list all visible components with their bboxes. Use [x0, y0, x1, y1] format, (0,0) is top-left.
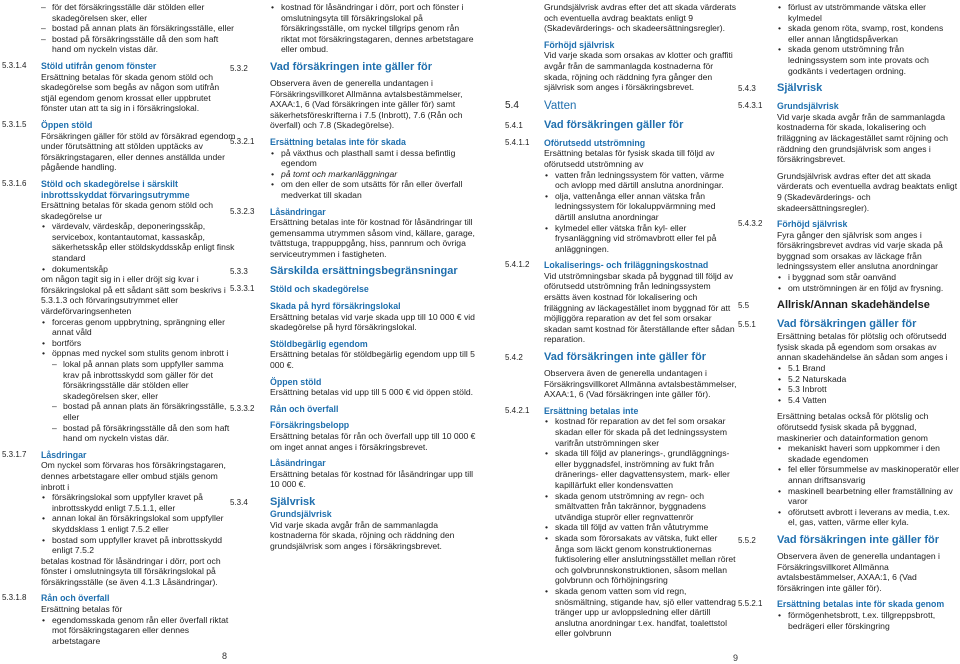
list-item: • kostnad för låsändringar i dörr, port och fönster i omslutningsyta till försäkringslokal på försäkringsställe, om nyckel tillgrips genom rån riktat mot försäkringstagaren, dennes arbetstagare eller ombud. — [270, 2, 478, 55]
section-body: Ersättning betalas också för plötslig och oförutsedd fysisk skada på byggnad, maskinerier och datainformation genom — [777, 411, 929, 443]
section-5-3-2-1 — [230, 137, 478, 201]
section-number: 5.3.2.3 — [230, 206, 255, 216]
section-title: Stöld och skadegörelse — [270, 284, 369, 295]
section-number: 5.3.4 — [230, 497, 248, 507]
list-item: • om utströmningen är en följd av frysning. — [777, 283, 960, 294]
section-body-after: betalas kostnad för låsändringar i dörr, port och fönster i omslutningsyta till försäkringslokal på försäkringsställe (se även 4.1.3 Låsändringar). — [41, 555, 221, 587]
section-body: Vid varje skada avgår från de sammanlagda kostnaderna för skada, röjning och räddning den grundsjälvrisk som anges i försäkringsbrevet. — [270, 519, 455, 551]
section-number: 5.3.1.8 — [2, 593, 27, 603]
list-item: • kylmedel eller vätska från kyl- eller frysanläggning vid strömavbrott eller fel på anläggningen. — [544, 223, 737, 255]
section-body: Observera även de generella undantagen i Försäkringsvillkoret Allmänna avtalsbestämmelser, AXAA:1, 6 (Vad försäkringen inte gäller för). — [544, 368, 737, 400]
section-5-5-2 — [738, 534, 960, 593]
subsection-title: Stöldbegärlig egendom — [270, 338, 368, 349]
section-5-4-1 — [505, 119, 737, 132]
list — [777, 610, 960, 631]
subsection-title: Grundsjälvrisk — [270, 508, 332, 519]
list-item: • annan lokal än försäkringslokal som uppfyller skyddsklass 1 enligt 7.5.2 eller — [41, 513, 236, 534]
section-number: 5.4.1.1 — [505, 137, 530, 147]
section-number: 5.4.1.2 — [505, 260, 530, 270]
section-title: Ersättning betalas inte — [544, 405, 639, 416]
subsection-body: Ersättning betalas för rån och överfall upp till 10 000 € om inget annat anges i försäkringsbrevet. — [270, 431, 476, 452]
subsection-title: Öppen stöld — [270, 376, 322, 387]
list-item: • oförutsett avbrott i leverans av media, t.ex. el, gas, vatten, värme eller kyla. — [777, 507, 960, 528]
column-2 — [230, 0, 478, 551]
list-item: • forceras genom uppbrytning, sprängning eller annat våld — [41, 317, 236, 338]
list-item: – för det försäkringsställe där stölden eller skadegörelsen sker, eller — [41, 2, 236, 23]
section-number: 5.5 — [738, 301, 750, 311]
list — [41, 2, 236, 55]
section-body: Grundsjälvrisk avdras efter det att skada värderats och eventuella avdrag beaktats enligt 9 (Skadevärderings- och skadeersättningsregler). — [777, 170, 958, 213]
section-body: Ersättning betalas för skada genom stöld och skadegörelse som begås av någon som utifrån stjäl egendom genom krossat eller uppbrutet fönster utan att ta sig in i försäkringslokal. — [41, 71, 220, 114]
list — [777, 2, 960, 76]
section-5-4-3-2 — [738, 219, 960, 293]
subsection-title: Förhöjd självrisk — [544, 39, 615, 50]
section-number: 5.3.1.5 — [2, 119, 27, 129]
section-title: Öppen stöld — [41, 119, 93, 130]
subsection-title: Försäkringsbelopp — [270, 420, 350, 431]
list-item: • dokumentskåp — [41, 264, 236, 275]
subsection-body: Ersättning betalas vid upp till 5 000 € vid öppen stöld. — [270, 387, 474, 398]
list-item: – bostad på annan plats än försäkringsställe, eller — [41, 23, 236, 34]
section-number: 5.3.2.1 — [230, 136, 255, 146]
section-title: Självrisk — [777, 82, 823, 95]
section-number: 5.3.3.2 — [230, 403, 255, 413]
section-body: Om nyckel som förvaras hos försäkringstagaren, dennes arbetstagare eller ombud stjäls genom inbrott i — [41, 460, 226, 492]
list-item: • egendomsskada genom rån eller överfall riktat mot försäkringstagaren eller dennes arbetstagare — [41, 615, 236, 647]
section-title: Stöld utifrån genom fönster — [41, 60, 157, 71]
section-body: Vid varje skada avgår från de sammanlagda kostnaderna för skada, lokalisering och friläggning av läckagestället samt röjning och räddning den grundsjälvrisk som anges i försäkringsbrevet. — [777, 111, 949, 165]
list-item: • på växthus och plasthall samt i dessa befintlig egendom — [270, 148, 478, 169]
list-item: – bostad på försäkringsställe då den som haft hand om nyckeln vistas där. — [41, 34, 236, 55]
list — [544, 416, 737, 638]
section-5-3-4 — [230, 496, 478, 551]
subsection-body: Ersättning betalas för stöldbegärlig egendom upp till 5 000 €. — [270, 349, 475, 371]
list-item: • kostnad för reparation av det fel som orsakar skadan eller för skada på det ledningssystem varifrån utströmningen sker — [544, 416, 737, 448]
section-number: 5.5.2 — [738, 535, 756, 545]
list — [777, 363, 960, 405]
section-number: 5.4.3.1 — [738, 101, 763, 111]
section-title: Vad försäkringen inte gäller för — [270, 60, 432, 73]
section-5-5-2-1 — [738, 599, 960, 631]
section-5-3-1-8 — [0, 593, 236, 646]
section-5-3-3-1 — [230, 284, 478, 397]
list-item: • värdevalv, värdeskåp, deponeringsskåp, servicebox, kontantautomat, kassaskåp, säkerhetsskåp eller stöldskyddsskåp enligt finsk standard — [41, 221, 236, 263]
section-5-3-3 — [230, 265, 478, 278]
section-body: Vid utströmningsbar skada på byggnad till följd av oförutsedd utströmning från ledningssystem ersätts även kostnad för lokalisering och friläggning av läckagestället inom byggnad för att möjliggöra reparation av det fel som orsakar skadan samt kostnad för återställande efter sådan reparation. — [544, 270, 735, 345]
list-item: • skada genom utströmning från ledningssystem som inte provats och godkänts i vedertagen ordning. — [777, 44, 960, 76]
section-5-4 — [505, 99, 737, 113]
section-number: 5.3.3 — [230, 267, 248, 277]
section-number: 5.3.3.1 — [230, 284, 255, 294]
list-item: • förmögenhetsbrott, t.ex. tillgreppsbrott, bedrägeri eller förskingring — [777, 610, 960, 631]
list-item: • förlust av utströmmande vätska eller kylmedel — [777, 2, 960, 23]
section-intro: Ersättning betalas för skada genom stöld och skadegörelse ur — [41, 200, 213, 221]
section-5-5-1 — [738, 318, 960, 528]
section-title: Vatten — [544, 99, 577, 112]
section-body: Fyra gånger den självrisk som anges i försäkringsbrevet avdras vid varje skada på byggnad som orsakas av läckage från ledningssystem eller anslutna anordningar — [777, 229, 943, 272]
section-number: 5.5.1 — [738, 320, 756, 330]
list — [270, 2, 478, 55]
section-5-3-1-7 — [0, 450, 236, 588]
section-body: Ersättning betalas för plötslig och oförutsedd fysisk skada på egendom som orsakas av annan skadehändelse än sådan som anges i — [777, 331, 948, 363]
section-number: 5.4.1 — [505, 120, 523, 130]
list — [544, 170, 737, 255]
list-item: • 5.4 Vatten — [777, 395, 960, 406]
list — [41, 317, 236, 444]
section-number: 5.4 — [505, 99, 519, 111]
list-item: • bostad som uppfyller kravet på inbrottsskydd enligt 7.5.2 — [41, 535, 236, 556]
section-title: Rån och överfall — [270, 403, 339, 414]
section-number: 5.3.1.4 — [2, 60, 27, 70]
subsection-title: Låsändringar — [270, 458, 326, 469]
section-title: Vad försäkringen inte gäller för — [544, 351, 706, 364]
page-number-right: 9 — [733, 653, 739, 663]
section-title: Låsändringar — [270, 206, 326, 217]
list-item: • om den eller de som utsätts för rån eller överfall medverkat till skadan — [270, 179, 478, 200]
section-number: 5.4.2 — [505, 353, 523, 363]
section-number: 5.5.2.1 — [738, 599, 763, 609]
page-number-left: 8 — [222, 651, 228, 661]
list — [777, 272, 960, 293]
section-number: 5.3.1.7 — [2, 449, 27, 459]
section-body: Observera även de generella undantagen i Försäkringsvillkoret Allmänna avtalsbestämmelser, AXAA:1, 6 (Vad försäkringen inte gäller för). — [777, 550, 940, 593]
list-item: • vatten från ledningssystem för vatten, värme och avlopp med därtill anslutna anordningar. — [544, 170, 737, 191]
section-body: Ersättning betalas för fysisk skada till följd av oförutsedd utströmning av — [544, 148, 715, 169]
section-5-4-3-1 — [738, 101, 960, 213]
section-number: 5.4.2.1 — [505, 405, 530, 415]
column-1 — [0, 0, 236, 646]
list-item: • skada genom vatten som vid regn, snösmältning, stigande hav, sjö eller vattendrag tränger upp ur avloppsledning eller därtill anslutna anordningar t.ex. handfat, toalettstol eller golvbrunn — [544, 586, 737, 639]
section-title: Lokaliserings- och friläggningskostnad — [544, 260, 709, 271]
section-5-4-2-1 — [505, 406, 737, 639]
list-item: • skada genom röta, svamp, rost, kondens eller annan långtidspåverkan — [777, 23, 960, 44]
list-item: – lokal på annan plats som uppfyller samma krav på inbrottsskydd som gäller för det försäkringsställe där stölden eller skadegörelsen sker, eller — [52, 359, 236, 401]
paragraph: Grundsjälvrisk avdras efter det att skada värderats och eventuella avdrag beaktats enligt 9 (Skadevärderings- och skadeersättningsregler). — [544, 2, 737, 34]
section-5-3-1-6 — [0, 179, 236, 444]
section-title: Ersättning betalas inte för skada genom — [777, 599, 945, 610]
list-item: • bortförs — [41, 338, 236, 349]
list-item: • i byggnad som står oanvänd — [777, 272, 960, 283]
list-item: • maskinell bearbetning eller framställning av varor — [777, 486, 960, 507]
section-5-3-1-5 — [0, 120, 236, 173]
list — [41, 615, 236, 647]
list — [41, 492, 236, 556]
section-body: Ersättning betalas för — [41, 604, 123, 615]
section-title: Ersättning betalas inte för skada — [270, 136, 406, 147]
section-5-4-2 — [505, 351, 737, 400]
list-item: • 5.1 Brand — [777, 363, 960, 374]
section-5-4-1-1 — [505, 138, 737, 255]
section-5-3-2-3 — [230, 207, 478, 260]
subsection-title: Skada på hyrd försäkringslokal — [270, 301, 401, 312]
list-item: • olja, vattenånga eller annan vätska från ledningssystem för lokaluppvärmning med därtill anslutna anordningar — [544, 191, 737, 223]
list-item: • skada till följd av planerings-, grundläggnings- eller byggnadsfel, inströmning av fukt från dränerings- eller dagvattensystem, mark- eller kapillärfukt eller kondensvatten — [544, 448, 737, 490]
section-title: Självrisk — [270, 495, 316, 508]
section-title: Allrisk/Annan skadehändelse — [777, 299, 930, 312]
list-item: • skada till följd av vatten från våtutrymme — [544, 522, 737, 533]
list — [41, 221, 236, 274]
section-title: Vad försäkringen gäller för — [777, 318, 917, 331]
section-title: Stöld och skadegörelse i särskilt inbrottsskyddat förvaringsutrymme — [41, 178, 190, 200]
paragraph: Vid varje skada som orsakas av klotter och graffiti avgår från de sammanlagda kostnaderna för skada, röjning och räddning fyra gånger den självrisk som anges i försäkringsbrevet. — [544, 50, 733, 93]
list-item: – bostad på annan plats än försäkringsställe, eller — [52, 401, 236, 422]
section-number: 5.4.3.2 — [738, 219, 763, 229]
list-item: • skada genom utströmning av regn- och smältvatten från takrännor, byggnadens utvändiga stuprör eller regnvattenrör — [544, 491, 737, 523]
section-title: Grundsjälvrisk — [777, 101, 839, 112]
list-item: • 5.3 Inbrott — [777, 384, 960, 395]
section-5-3-2 — [230, 61, 478, 131]
section-body: Försäkringen gäller för stöld av försäkrad egendom under förutsättning att stölden upptäcks av försäkringstagaren, eller dennes anställda under pågående handling. — [41, 130, 236, 173]
section-5-4-3 — [738, 82, 960, 95]
section-5-5 — [738, 299, 960, 312]
list-item: • försäkringslokal som uppfyller kravet på inbrottsskydd enligt 7.5.1.1, eller — [41, 492, 236, 513]
list-item: – bostad på försäkringsställe då den som haft hand om nyckeln vistas där. — [52, 423, 236, 444]
list-item: • fel eller försummelse av maskinoperatör eller annan driftsansvarig — [777, 464, 960, 485]
section-5-4-1-2 — [505, 260, 737, 345]
section-title: Vad försäkringen inte gäller för — [777, 533, 939, 546]
list-item: • på tomt och markanläggningar — [270, 169, 478, 180]
section-body: Ersättning betalas inte för kostnad för låsändringar till gemensamma utrymmen såsom vind, källare, garage, tvättstuga, trappuppgång, hiss, pannrum och övriga serviceutrymmen i fastigheten. — [270, 217, 475, 259]
section-title: Förhöjd självrisk — [777, 219, 848, 230]
subsection-body: Ersättning betalas vid varje skada upp till 10 000 € vid skadegörelse på hyrd försäkringslokal. — [270, 311, 475, 333]
list-item: • 5.2 Naturskada — [777, 374, 960, 385]
section-title: Oförutsedd utströmning — [544, 137, 646, 148]
list — [270, 148, 478, 201]
column-4 — [738, 0, 960, 631]
section-number: 5.3.2 — [230, 63, 248, 73]
subsection-body: Ersättning betalas för kostnad för låsändringar upp till 10 000 €. — [270, 468, 474, 490]
list-item: • skada som förorsakats av vätska, fukt eller ånga som läckt genom konstruktionernas fuktisolering eller anslutningsstället mellan röret och golvbrunnskonstruktionen, såsom mellan golvbrunn och förhöjningsring — [544, 533, 737, 586]
column-3 — [505, 0, 737, 639]
list-item: • öppnas med nyckel som stulits genom inbrott i — [41, 348, 236, 359]
section-5-3-3-2 — [230, 404, 478, 490]
section-title: Rån och överfall — [41, 593, 110, 604]
section-number: 5.4.3 — [738, 84, 756, 94]
list — [777, 443, 960, 528]
list-item: • mekaniskt haveri som uppkommer i den skadade egendomen — [777, 443, 960, 464]
section-body: om någon tagit sig in i eller dröjt sig kvar i försäkringslokal på ett sådant sätt som beskrivs i 5.3.1.3 och förvaringsutrymmet eller värdeförvaringsenheten — [41, 274, 226, 317]
section-title: Vad försäkringen gäller för — [544, 118, 684, 131]
section-5-3-1-4 — [0, 61, 236, 114]
section-title: Särskilda ersättningsbegränsningar — [270, 265, 458, 278]
section-body: Observera även de generella undantagen i Försäkringsvillkoret Allmänna avtalsbestämmelser, AXAA:1, 6 (Vad försäkringen inte gäller för) samt säkerhetsföreskrifterna i 7.5 (Inbrott), 7.6 (Rån och överfall) och 7.8 (Skadegörelse). — [270, 77, 463, 131]
section-title: Låsdringar — [41, 449, 87, 460]
section-number: 5.3.1.6 — [2, 178, 27, 188]
